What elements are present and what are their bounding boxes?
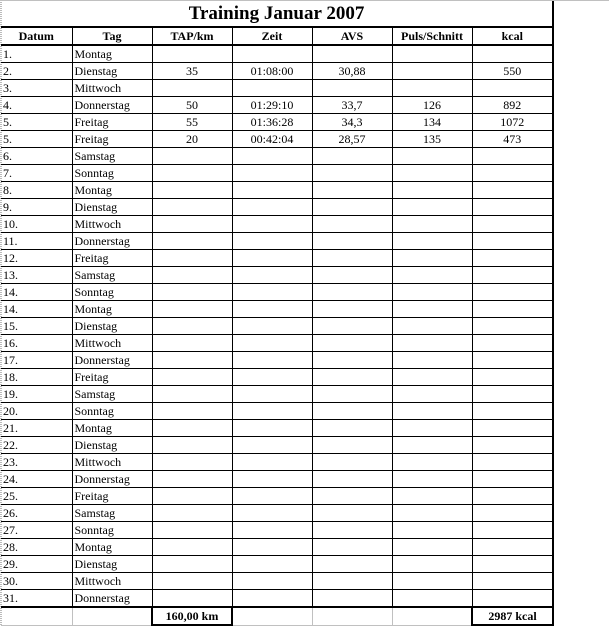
cell-tap-km[interactable] [152, 522, 232, 539]
cell-datum[interactable]: 2. [1, 63, 72, 80]
cell-tap-km[interactable] [152, 471, 232, 488]
cell-zeit[interactable]: 00:42:04 [232, 131, 312, 148]
cell-tap-km[interactable] [152, 267, 232, 284]
cell-kcal[interactable] [472, 522, 553, 539]
cell-zeit[interactable] [232, 80, 312, 97]
cell-kcal[interactable] [472, 45, 553, 63]
cell-tag[interactable]: Mittwoch [72, 573, 152, 590]
cell-tap-km[interactable] [152, 199, 232, 216]
cell-zeit[interactable] [232, 335, 312, 352]
table-row [1, 403, 553, 420]
cell-zeit[interactable] [232, 590, 312, 608]
cell-tap-km[interactable] [152, 165, 232, 182]
cell-avs[interactable]: 30,88 [312, 63, 392, 80]
cell-kcal[interactable]: 473 [472, 131, 553, 148]
cell-puls[interactable] [392, 369, 472, 386]
table-row [1, 386, 553, 403]
cell-tap-km[interactable] [152, 454, 232, 471]
column-header-tap-km[interactable]: TAP/km [152, 27, 232, 45]
cell-puls[interactable] [392, 573, 472, 590]
cell-zeit[interactable] [232, 352, 312, 369]
cell-kcal[interactable] [472, 369, 553, 386]
cell-avs[interactable]: 28,57 [312, 131, 392, 148]
table-row [1, 216, 553, 233]
cell-avs[interactable] [312, 522, 392, 539]
cell-tap-km[interactable] [152, 505, 232, 522]
cell-zeit[interactable] [232, 522, 312, 539]
cell-avs[interactable] [312, 352, 392, 369]
cell-datum[interactable]: 16. [1, 335, 72, 352]
cell-tag[interactable]: Freitag [72, 131, 152, 148]
table-row [1, 352, 553, 369]
cell-tag[interactable]: Montag [72, 539, 152, 556]
cell-kcal[interactable] [472, 267, 553, 284]
cell-tag[interactable]: Sonntag [72, 522, 152, 539]
cell-avs[interactable] [312, 318, 392, 335]
cell-zeit[interactable] [232, 318, 312, 335]
column-header-avs[interactable]: AVS [312, 27, 392, 45]
cell-puls[interactable] [392, 250, 472, 267]
cell-avs[interactable] [312, 250, 392, 267]
cell-tap-km[interactable] [152, 420, 232, 437]
cell-zeit[interactable] [232, 420, 312, 437]
table-row [1, 335, 553, 352]
table-row [1, 590, 553, 608]
cell-puls[interactable] [392, 335, 472, 352]
totals-row [1, 607, 553, 625]
cell-tag[interactable]: Freitag [72, 250, 152, 267]
cell-kcal[interactable]: 1072 [472, 114, 553, 131]
cell-tag[interactable]: Montag [72, 420, 152, 437]
cell-avs[interactable] [312, 165, 392, 182]
cell-kcal[interactable] [472, 539, 553, 556]
cell-tag[interactable]: Mittwoch [72, 454, 152, 471]
cell-tag[interactable]: Sonntag [72, 165, 152, 182]
cell-datum[interactable]: 31. [1, 590, 72, 608]
cell-datum[interactable]: 27. [1, 522, 72, 539]
cell-puls[interactable] [392, 522, 472, 539]
sheet-title[interactable]: Training Januar 2007 [1, 1, 553, 27]
cell-tap-km[interactable] [152, 45, 232, 63]
cell-avs[interactable] [312, 386, 392, 403]
cell-datum[interactable]: 15. [1, 318, 72, 335]
cell-datum[interactable]: 4. [1, 97, 72, 114]
empty-cell[interactable] [312, 607, 392, 625]
table-row [1, 369, 553, 386]
cell-puls[interactable] [392, 318, 472, 335]
cell-zeit[interactable] [232, 369, 312, 386]
cell-kcal[interactable] [472, 284, 553, 301]
cell-tap-km[interactable]: 20 [152, 131, 232, 148]
cell-puls[interactable] [392, 301, 472, 318]
table-row [1, 233, 553, 250]
table-row [1, 539, 553, 556]
cell-avs[interactable] [312, 148, 392, 165]
cell-datum[interactable]: 3. [1, 80, 72, 97]
cell-avs[interactable]: 33,7 [312, 97, 392, 114]
empty-cell[interactable] [72, 607, 152, 625]
cell-puls[interactable] [392, 45, 472, 63]
table-row [1, 182, 553, 199]
title-row [1, 1, 553, 27]
cell-tap-km[interactable] [152, 318, 232, 335]
table-row [1, 318, 553, 335]
cell-tag[interactable]: Freitag [72, 114, 152, 131]
cell-kcal[interactable] [472, 556, 553, 573]
cell-avs[interactable] [312, 556, 392, 573]
cell-datum[interactable]: 7. [1, 165, 72, 182]
cell-tag[interactable]: Montag [72, 301, 152, 318]
cell-tag[interactable]: Dienstag [72, 437, 152, 454]
cell-datum[interactable]: 17. [1, 352, 72, 369]
cell-tap-km[interactable]: 55 [152, 114, 232, 131]
cell-kcal[interactable] [472, 148, 553, 165]
table-row [1, 488, 553, 505]
cell-tag[interactable]: Freitag [72, 488, 152, 505]
cell-puls[interactable] [392, 80, 472, 97]
cell-puls[interactable] [392, 148, 472, 165]
cell-kcal[interactable] [472, 301, 553, 318]
cell-zeit[interactable]: 01:29:10 [232, 97, 312, 114]
column-header-kcal[interactable]: kcal [472, 27, 553, 45]
cell-datum[interactable]: 12. [1, 250, 72, 267]
cell-datum[interactable]: 18. [1, 369, 72, 386]
cell-tap-km[interactable] [152, 573, 232, 590]
training-table [1, 1, 554, 626]
cell-tag[interactable]: Mittwoch [72, 335, 152, 352]
cell-puls[interactable]: 126 [392, 97, 472, 114]
cell-tag[interactable]: Sonntag [72, 403, 152, 420]
cell-tap-km[interactable] [152, 80, 232, 97]
cell-avs[interactable] [312, 267, 392, 284]
cell-kcal[interactable] [472, 590, 553, 608]
cell-tap-km[interactable] [152, 233, 232, 250]
cell-puls[interactable] [392, 165, 472, 182]
cell-tag[interactable]: Samstag [72, 267, 152, 284]
cell-tap-km[interactable] [152, 335, 232, 352]
cell-puls[interactable] [392, 284, 472, 301]
cell-datum[interactable]: 9. [1, 199, 72, 216]
cell-tag[interactable]: Dienstag [72, 63, 152, 80]
cell-tap-km[interactable] [152, 539, 232, 556]
cell-datum[interactable]: 26. [1, 505, 72, 522]
cell-tap-km[interactable]: 50 [152, 97, 232, 114]
cell-avs[interactable] [312, 471, 392, 488]
cell-tag[interactable]: Samstag [72, 148, 152, 165]
cell-tap-km[interactable] [152, 216, 232, 233]
cell-datum[interactable]: 22. [1, 437, 72, 454]
cell-zeit[interactable] [232, 437, 312, 454]
cell-datum[interactable]: 19. [1, 386, 72, 403]
cell-datum[interactable]: 10. [1, 216, 72, 233]
cell-tap-km[interactable] [152, 590, 232, 608]
cell-avs[interactable]: 34,3 [312, 114, 392, 131]
cell-kcal[interactable] [472, 454, 553, 471]
cell-avs[interactable] [312, 216, 392, 233]
cell-puls[interactable] [392, 199, 472, 216]
cell-zeit[interactable] [232, 182, 312, 199]
cell-datum[interactable]: 20. [1, 403, 72, 420]
cell-puls[interactable] [392, 403, 472, 420]
cell-puls[interactable] [392, 267, 472, 284]
cell-kcal[interactable] [472, 352, 553, 369]
column-header-zeit[interactable]: Zeit [232, 27, 312, 45]
cell-zeit[interactable]: 01:08:00 [232, 63, 312, 80]
cell-avs[interactable] [312, 590, 392, 608]
cell-zeit[interactable]: 01:36:28 [232, 114, 312, 131]
cell-avs[interactable] [312, 454, 392, 471]
cell-puls[interactable] [392, 539, 472, 556]
cell-kcal[interactable] [472, 199, 553, 216]
table-row [1, 284, 553, 301]
cell-avs[interactable] [312, 301, 392, 318]
cell-tag[interactable]: Donnerstag [72, 471, 152, 488]
cell-datum[interactable]: 23. [1, 454, 72, 471]
cell-tag[interactable]: Donnerstag [72, 352, 152, 369]
cell-kcal[interactable] [472, 437, 553, 454]
cell-datum[interactable]: 13. [1, 267, 72, 284]
cell-datum[interactable]: 24. [1, 471, 72, 488]
cell-avs[interactable] [312, 488, 392, 505]
table-row [1, 63, 553, 80]
cell-zeit[interactable] [232, 284, 312, 301]
cell-zeit[interactable] [232, 386, 312, 403]
cell-kcal[interactable] [472, 216, 553, 233]
cell-datum[interactable]: 29. [1, 556, 72, 573]
empty-cell[interactable] [232, 607, 312, 625]
cell-tag[interactable]: Dienstag [72, 199, 152, 216]
cell-puls[interactable] [392, 233, 472, 250]
cell-tag[interactable]: Samstag [72, 505, 152, 522]
cell-puls[interactable] [392, 556, 472, 573]
cell-tag[interactable]: Montag [72, 45, 152, 63]
cell-avs[interactable] [312, 335, 392, 352]
cell-kcal[interactable] [472, 505, 553, 522]
cell-zeit[interactable] [232, 45, 312, 63]
total-km[interactable]: 160,00 km [152, 607, 232, 625]
cell-avs[interactable] [312, 505, 392, 522]
cell-avs[interactable] [312, 182, 392, 199]
cell-puls[interactable] [392, 471, 472, 488]
cell-tag[interactable]: Donnerstag [72, 97, 152, 114]
cell-avs[interactable] [312, 45, 392, 63]
cell-datum[interactable]: 1. [1, 45, 72, 63]
cell-kcal[interactable] [472, 182, 553, 199]
cell-puls[interactable] [392, 182, 472, 199]
cell-zeit[interactable] [232, 488, 312, 505]
table-row [1, 80, 553, 97]
cell-tag[interactable]: Samstag [72, 386, 152, 403]
cell-zeit[interactable] [232, 165, 312, 182]
cell-tag[interactable]: Dienstag [72, 556, 152, 573]
cell-tap-km[interactable] [152, 369, 232, 386]
table-row [1, 437, 553, 454]
column-header-puls[interactable]: Puls/Schnitt [392, 27, 472, 45]
cell-tap-km[interactable] [152, 250, 232, 267]
cell-tap-km[interactable] [152, 284, 232, 301]
column-header-tag[interactable]: Tag [72, 27, 152, 45]
table-row [1, 420, 553, 437]
cell-avs[interactable] [312, 369, 392, 386]
cell-puls[interactable] [392, 216, 472, 233]
cell-zeit[interactable] [232, 199, 312, 216]
table-row [1, 505, 553, 522]
cell-avs[interactable] [312, 403, 392, 420]
cell-datum[interactable]: 6. [1, 148, 72, 165]
table-row [1, 471, 553, 488]
cell-tap-km[interactable] [152, 301, 232, 318]
cell-avs[interactable] [312, 80, 392, 97]
table-row [1, 114, 553, 131]
cell-tag[interactable]: Sonntag [72, 284, 152, 301]
cell-kcal[interactable] [472, 471, 553, 488]
cell-tap-km[interactable] [152, 437, 232, 454]
table-row [1, 250, 553, 267]
table-row [1, 267, 553, 284]
cell-kcal[interactable] [472, 403, 553, 420]
cell-kcal[interactable] [472, 573, 553, 590]
table-row [1, 97, 553, 114]
cell-kcal[interactable] [472, 80, 553, 97]
cell-datum[interactable]: 25. [1, 488, 72, 505]
cell-datum[interactable]: 21. [1, 420, 72, 437]
table-row [1, 454, 553, 471]
cell-zeit[interactable] [232, 403, 312, 420]
cell-tag[interactable]: Mittwoch [72, 80, 152, 97]
cell-datum[interactable]: 30. [1, 573, 72, 590]
cell-zeit[interactable] [232, 233, 312, 250]
cell-kcal[interactable] [472, 318, 553, 335]
cell-tag[interactable]: Donnerstag [72, 590, 152, 608]
cell-puls[interactable] [392, 454, 472, 471]
cell-zeit[interactable] [232, 539, 312, 556]
cell-kcal[interactable]: 550 [472, 63, 553, 80]
cell-datum[interactable]: 11. [1, 233, 72, 250]
cell-tap-km[interactable] [152, 386, 232, 403]
cell-kcal[interactable] [472, 335, 553, 352]
cell-zeit[interactable] [232, 471, 312, 488]
cell-avs[interactable] [312, 233, 392, 250]
total-kcal[interactable]: 2987 kcal [472, 607, 553, 625]
cell-avs[interactable] [312, 199, 392, 216]
cell-puls[interactable] [392, 505, 472, 522]
column-header-datum[interactable]: Datum [1, 27, 72, 45]
table-row [1, 301, 553, 318]
empty-cell[interactable] [1, 607, 72, 625]
cell-puls[interactable] [392, 63, 472, 80]
cell-kcal[interactable] [472, 420, 553, 437]
cell-tag[interactable]: Montag [72, 182, 152, 199]
cell-tap-km[interactable]: 35 [152, 63, 232, 80]
cell-tap-km[interactable] [152, 148, 232, 165]
cell-puls[interactable]: 135 [392, 131, 472, 148]
cell-tap-km[interactable] [152, 182, 232, 199]
cell-zeit[interactable] [232, 301, 312, 318]
table-row [1, 199, 553, 216]
cell-puls[interactable] [392, 386, 472, 403]
cell-datum[interactable]: 5. [1, 114, 72, 131]
cell-tag[interactable]: Dienstag [72, 318, 152, 335]
cell-zeit[interactable] [232, 216, 312, 233]
cell-avs[interactable] [312, 284, 392, 301]
cell-datum[interactable]: 5. [1, 131, 72, 148]
cell-puls[interactable] [392, 420, 472, 437]
cell-tag[interactable]: Freitag [72, 369, 152, 386]
cell-puls[interactable] [392, 590, 472, 608]
table-row [1, 165, 553, 182]
cell-puls[interactable] [392, 488, 472, 505]
cell-kcal[interactable] [472, 386, 553, 403]
cell-zeit[interactable] [232, 505, 312, 522]
table-row [1, 148, 553, 165]
table-row [1, 556, 553, 573]
cell-tag[interactable]: Donnerstag [72, 233, 152, 250]
table-row [1, 45, 553, 63]
cell-zeit[interactable] [232, 573, 312, 590]
cell-puls[interactable] [392, 352, 472, 369]
table-row [1, 522, 553, 539]
cell-zeit[interactable] [232, 250, 312, 267]
cell-zeit[interactable] [232, 556, 312, 573]
cell-zeit[interactable] [232, 148, 312, 165]
cell-avs[interactable] [312, 437, 392, 454]
cell-avs[interactable] [312, 539, 392, 556]
table-row [1, 131, 553, 148]
cell-zeit[interactable] [232, 267, 312, 284]
table-row [1, 573, 553, 590]
cell-puls[interactable] [392, 437, 472, 454]
cell-tap-km[interactable] [152, 556, 232, 573]
cell-kcal[interactable] [472, 233, 553, 250]
cell-tag[interactable]: Mittwoch [72, 216, 152, 233]
cell-avs[interactable] [312, 573, 392, 590]
cell-puls[interactable]: 134 [392, 114, 472, 131]
cell-kcal[interactable] [472, 488, 553, 505]
cell-datum[interactable]: 28. [1, 539, 72, 556]
cell-zeit[interactable] [232, 454, 312, 471]
cell-tap-km[interactable] [152, 352, 232, 369]
cell-tap-km[interactable] [152, 488, 232, 505]
cell-kcal[interactable] [472, 250, 553, 267]
header-row [1, 27, 553, 45]
cell-kcal[interactable]: 892 [472, 97, 553, 114]
cell-datum[interactable]: 8. [1, 182, 72, 199]
cell-datum[interactable]: 14. [1, 301, 72, 318]
empty-cell[interactable] [392, 607, 472, 625]
cell-kcal[interactable] [472, 165, 553, 182]
cell-datum[interactable]: 14. [1, 284, 72, 301]
cell-avs[interactable] [312, 420, 392, 437]
cell-tap-km[interactable] [152, 403, 232, 420]
